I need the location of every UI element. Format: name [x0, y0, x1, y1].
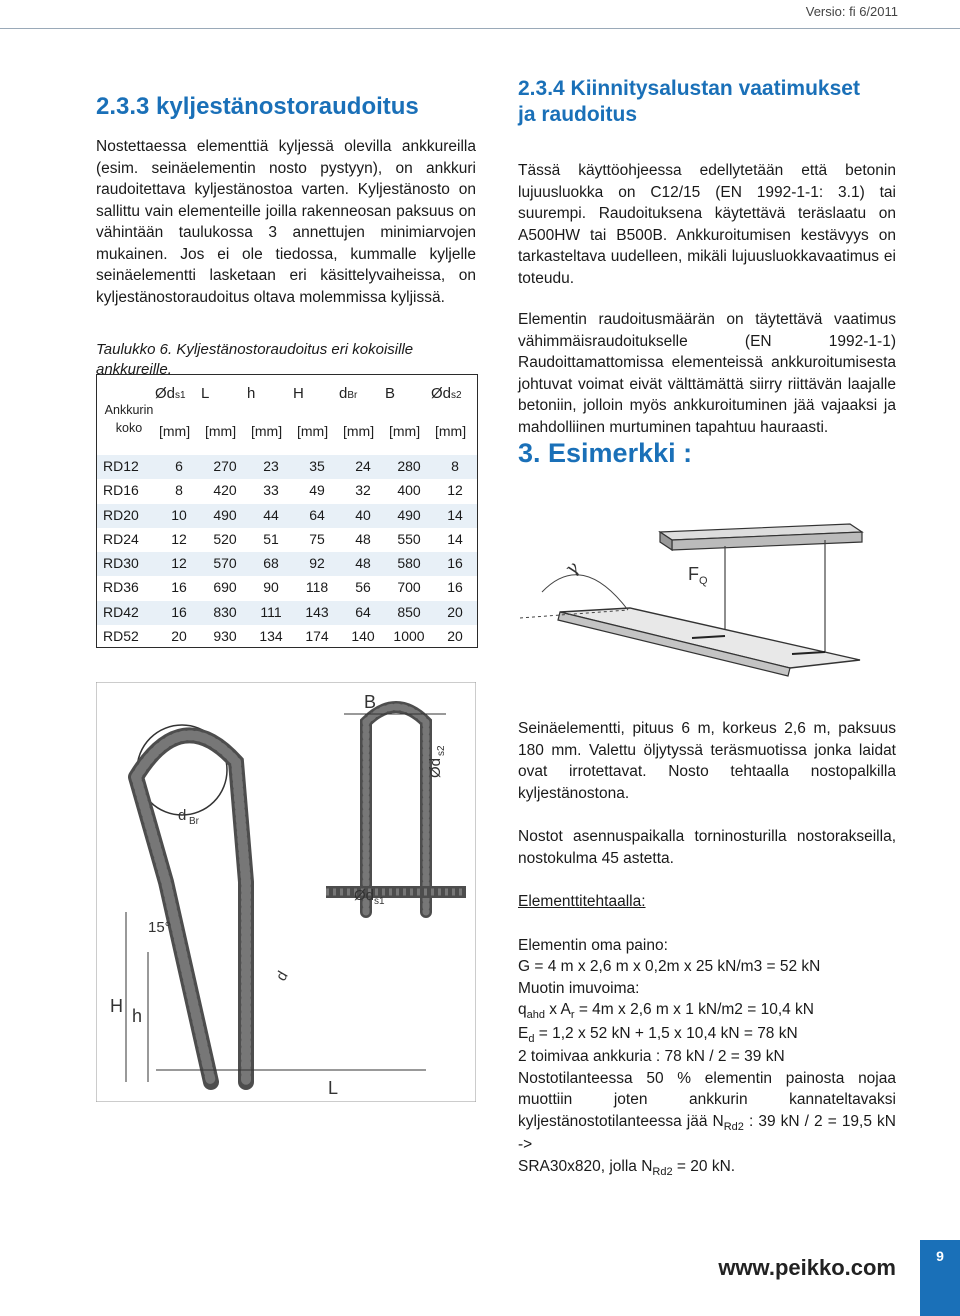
a-symbol: x A — [544, 1001, 571, 1018]
table-cell: 118 — [305, 579, 329, 596]
label-H: H — [110, 996, 123, 1016]
table-row — [97, 552, 477, 576]
label-L: L — [328, 1078, 339, 1098]
requirements-paragraph-2: Elementin raudoitusmäärän on täytettävä vaatimus vähimmäisraudoitukselle (EN 1992-1-1) Raudoittamattomissa elementeissä ankkuroitumisesta johtuvat voimat eivät välttämättä siirry riittävän laajalle betoniin, jolloin myös ankkuroituminen jää vajaaksi ja mahdolliinen murtuminen tapahtuu hauraasti. — [518, 311, 896, 436]
table-row — [97, 601, 477, 625]
calc-line-7-text: Nostotilanteessa 50 % elementin painosta nojaa muottiin joten ankkurin kannateltavaksi kyljestänostotilanteessa jää N — [518, 1069, 896, 1130]
column-unit: [mm] — [205, 423, 237, 439]
table-cell: 51 — [263, 530, 279, 547]
table-cell: 48 — [355, 530, 371, 547]
table-row — [97, 528, 477, 552]
label-h: h — [132, 1006, 143, 1026]
table-row — [97, 625, 477, 649]
requirements-paragraph-1: Tässä käyttöohjeessa edellytetään että betonin lujuusluokka on C12/15 (EN 1992-1-1: 3.1) tai suurempi. Raudoituksena käytettävä teräslaatu on A500HW tai B500B. Ankkuroitumisen kestävyys on tarkasteltava uudelleen, mikäli lujuusluokkavaatimus ei toteudu. — [518, 162, 896, 287]
column-unit: [mm] — [297, 423, 329, 439]
example-title: 3. Esimerkki : — [518, 438, 693, 468]
calc-line-6: 2 toimivaa ankkuria : 78 kN / 2 = 39 kN — [518, 1048, 785, 1065]
table-cell: 16 — [171, 579, 187, 596]
calc-line-7 — [518, 1068, 896, 1156]
column-header — [247, 385, 255, 402]
column-header — [431, 385, 462, 402]
column-header — [339, 385, 357, 402]
table-cell: 64 — [309, 506, 325, 523]
table-cell: 16 — [447, 579, 463, 596]
table-cell: 570 — [213, 555, 237, 572]
table-cell: 12 — [447, 482, 463, 499]
table-cell: 111 — [260, 603, 282, 620]
calc-line-4 — [518, 999, 896, 1023]
table-cell: 520 — [213, 530, 237, 547]
version-label: Versio: fi 6/2011 — [805, 4, 898, 19]
fq-label: F — [688, 564, 699, 584]
table-cell: 48 — [355, 555, 371, 572]
table-cell: 280 — [397, 458, 421, 474]
table-cell: 930 — [213, 628, 237, 645]
column-symbol: L — [201, 385, 210, 402]
fq-sub: Q — [699, 575, 708, 587]
column-symbol: B — [385, 385, 396, 402]
e-sub: d — [528, 1032, 535, 1045]
table-cell: 68 — [263, 555, 279, 572]
table-cell: 420 — [213, 482, 237, 499]
table-cell: 850 — [397, 603, 421, 620]
nrd2-sub: Rd2 — [723, 1120, 744, 1133]
table-cell: 140 — [351, 628, 375, 645]
label-ds2: Ød — [427, 757, 444, 778]
calc-line-4-rest: = 4m x 2,6 m x 1 kN/m2 = 10,4 kN — [574, 1001, 814, 1018]
calc-line-7-rest: : 39 kN / 2 = 19,5 kN -> — [518, 1112, 896, 1153]
header-rule — [0, 28, 960, 29]
table-cell: 14 — [447, 506, 463, 523]
calc-line-1: Elementin oma paino: — [518, 936, 668, 954]
column-subscript: Br — [347, 390, 358, 401]
table-cell: 12 — [171, 555, 187, 572]
label-dBr-2: d — [272, 968, 292, 984]
column-subscript: s1 — [175, 390, 186, 401]
table-cell: 33 — [263, 482, 279, 499]
table-cell: 16 — [447, 555, 463, 572]
table-cell-anchor: RD12 — [103, 458, 139, 474]
table-cell: 16 — [171, 603, 187, 620]
rowhead-line2: koko — [115, 421, 143, 435]
table-cell: 23 — [263, 458, 279, 474]
table-cell: 20 — [171, 628, 187, 645]
e-symbol: E — [518, 1024, 529, 1042]
calc-line-8-text: SRA30x820, jolla N — [518, 1157, 653, 1175]
table-cell: 8 — [175, 482, 183, 499]
table-cell: 8 — [451, 458, 459, 474]
table-cell: 490 — [397, 506, 421, 523]
table-cell: 174 — [305, 628, 329, 645]
table-cell-anchor: RD36 — [103, 579, 139, 596]
q-symbol: q — [518, 1001, 527, 1018]
rebar-table — [96, 374, 478, 648]
table-cell: 40 — [355, 506, 371, 523]
table-cell: 830 — [213, 603, 237, 620]
label-ds1-sub: s1 — [374, 896, 385, 907]
table-header — [97, 375, 477, 446]
example-heading: Elementtitehtaalla: — [518, 893, 646, 910]
gamma-label: γ — [561, 556, 584, 580]
calc-line-8 — [518, 1156, 896, 1180]
table-cell: 270 — [213, 458, 237, 474]
table-cell: 580 — [397, 555, 421, 572]
q-sub: ahd — [526, 1009, 545, 1021]
calc-line-2: G = 4 m x 2,6 m x 0,2m x 25 kN/m3 = 52 kN — [518, 958, 821, 975]
lifting-diagram — [520, 500, 900, 686]
label-angle: 15° — [148, 919, 171, 936]
section-title-line2: ja raudoitus — [518, 103, 638, 126]
table-cell: 143 — [305, 603, 329, 620]
column-unit: [mm] — [251, 423, 283, 439]
table-cell: 24 — [355, 458, 371, 474]
table-cell: 56 — [355, 579, 371, 596]
column-unit: [mm] — [389, 423, 421, 439]
table-cell: 6 — [175, 458, 183, 474]
column-header — [155, 385, 186, 402]
table-cell: 14 — [447, 530, 463, 547]
example-paragraph-2: Nostot asennuspaikalla torninosturilla nostorakseilla, nostokulma 45 astetta. — [518, 828, 896, 867]
rowhead — [103, 401, 155, 437]
column-symbol: Ød — [431, 385, 452, 402]
table-cell: 550 — [397, 530, 421, 547]
calc-block — [518, 935, 896, 1180]
table-cell-anchor: RD20 — [103, 506, 139, 523]
label-ds1: Ød — [354, 887, 375, 904]
table-cell: 1000 — [393, 628, 425, 645]
column-symbol: d — [339, 385, 348, 402]
table-cell: 134 — [259, 628, 283, 645]
column-symbol: h — [247, 385, 256, 402]
rebar-figure — [96, 682, 476, 1102]
table-cell: 20 — [447, 628, 463, 645]
column-header — [385, 385, 395, 402]
table-cell: 32 — [355, 482, 371, 499]
table-cell-anchor: RD42 — [103, 603, 139, 620]
column-header — [201, 385, 209, 402]
column-unit: [mm] — [159, 423, 191, 439]
table-cell: 700 — [397, 579, 421, 596]
table-cell: 20 — [447, 603, 463, 620]
rowhead-line1: Ankkurin — [104, 403, 154, 417]
section-title-2-3-3: 2.3.3 kyljestänostoraudoitus — [96, 93, 419, 120]
section-title-line1: 2.3.4 Kiinnitysalustan vaatimukset — [518, 77, 860, 100]
a-sub: r — [570, 1009, 575, 1021]
example-text — [518, 718, 896, 1179]
table-cell: 400 — [397, 482, 421, 499]
calc-line-3: Muotin imuvoima: — [518, 979, 640, 997]
label-dBr: d — [178, 807, 187, 824]
table-cell-anchor: RD52 — [103, 628, 139, 645]
intro-text-block — [96, 136, 476, 308]
nrd2-sub-2: Rd2 — [652, 1165, 673, 1178]
table-body — [97, 455, 477, 649]
table-cell: 75 — [309, 530, 325, 547]
label-dBr-sub: Br — [189, 816, 199, 827]
column-symbol: H — [293, 385, 304, 402]
table-cell-anchor: RD24 — [103, 530, 139, 547]
column-header — [293, 385, 304, 402]
table-cell: 49 — [309, 482, 325, 499]
table-cell: 35 — [309, 458, 325, 474]
calc-line-5-rest: = 1,2 x 52 kN + 1,5 x 10,4 kN = 78 kN — [534, 1024, 798, 1042]
column-subscript: s2 — [451, 390, 462, 401]
table-cell: 10 — [171, 506, 187, 523]
label-ds2-sub: s2 — [436, 745, 447, 756]
table-cell: 490 — [213, 506, 237, 523]
requirements-text — [518, 160, 896, 438]
table-row — [97, 479, 477, 503]
table-cell-anchor: RD16 — [103, 482, 139, 499]
footer-url[interactable]: www.peikko.com — [718, 1255, 896, 1280]
table-cell: 92 — [309, 555, 325, 572]
column-unit: [mm] — [435, 423, 467, 439]
example-paragraph-1: Seinäelementti, pituus 6 m, korkeus 2,6 m, paksuus 180 mm. Valettu öljytyssä teräsmuotissa jonka laidat ovat irrotettavat. Nosto tehtaalla nostopalkilla kyljestänostona. — [518, 720, 896, 802]
column-unit: [mm] — [343, 423, 375, 439]
table-row — [97, 455, 477, 479]
calc-line-5 — [518, 1023, 896, 1047]
table-cell: 690 — [213, 579, 237, 596]
table-cell: 90 — [263, 579, 279, 596]
label-B: B — [364, 692, 377, 712]
section-title-2-3-4 — [518, 76, 860, 128]
column-symbol: Ød — [155, 385, 176, 402]
page-number: 9 — [920, 1240, 960, 1316]
table-caption: Taulukko 6. Kyljestänostoraudoitus eri kokoisille ankkureille. — [96, 341, 414, 378]
table-row — [97, 504, 477, 528]
table-cell: 64 — [355, 603, 371, 620]
table-cell-anchor: RD30 — [103, 555, 139, 572]
table-row — [97, 576, 477, 600]
calc-line-8-rest: = 20 kN. — [672, 1157, 736, 1175]
table-cell: 12 — [171, 530, 187, 547]
table-cell: 44 — [263, 506, 279, 523]
intro-paragraph: Nostettaessa elementtiä kyljessä olevilla ankkureilla (esim. seinäelementin nosto pystyyn), on ankkuri raudoitettava kyljestänostoa varten. Kyljestänosto on sallittu vain elementeille joilla rakenneosan paksuus on vähintään taulukossa 3 annettujen minimiarvojen mukainen. Jos ei ole tiedossa, kummalle kyljelle seinäelementti lasketaan eri käsittelyvaiheissa, on kyljestänostoraudoitus oltava molemmissa kyljissä. — [96, 138, 476, 306]
